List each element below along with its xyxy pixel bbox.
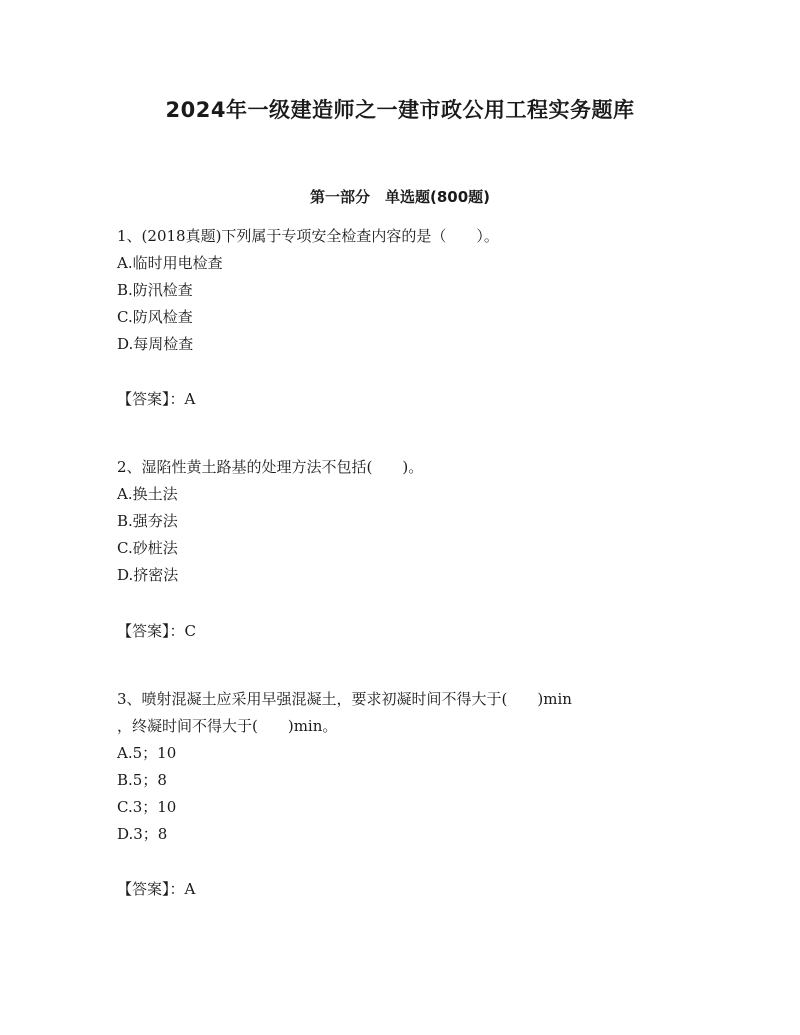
answer-label: 【答案】：C — [117, 622, 196, 640]
option-d: D.每周检查 — [117, 335, 194, 353]
option-a: A.临时用电检查 — [117, 254, 223, 272]
question-stem: 2、湿陷性黄土路基的处理方法不包括( )。 — [117, 458, 424, 476]
option-b: B.防汛检查 — [117, 281, 193, 299]
question-stem: 3、喷射混凝土应采用早强混凝土，要求初凝时间不得大于( )min — [117, 690, 572, 708]
option-a: A.换土法 — [117, 485, 178, 503]
section-heading: 第一部分 单选题(800题) — [309, 188, 491, 206]
option-d: D.3；8 — [117, 825, 168, 843]
option-c: C.3；10 — [117, 798, 177, 816]
question-stem: 1、(2018真题)下列属于专项安全检查内容的是（ ）。 — [117, 227, 499, 245]
option-b: B.强夯法 — [117, 512, 178, 530]
option-a: A.5；10 — [117, 744, 177, 762]
option-c: C.防风检查 — [117, 308, 193, 326]
option-d: D.挤密法 — [117, 566, 179, 584]
option-b: B.5；8 — [117, 771, 167, 789]
answer-label: 【答案】：A — [117, 880, 196, 898]
document-title: 2024年一级建造师之一建市政公用工程实务题库 — [165, 98, 635, 122]
answer-label: 【答案】：A — [117, 390, 196, 408]
question-stem-continued: ，终凝时间不得大于( )min。 — [117, 717, 338, 735]
option-c: C.砂桩法 — [117, 539, 178, 557]
